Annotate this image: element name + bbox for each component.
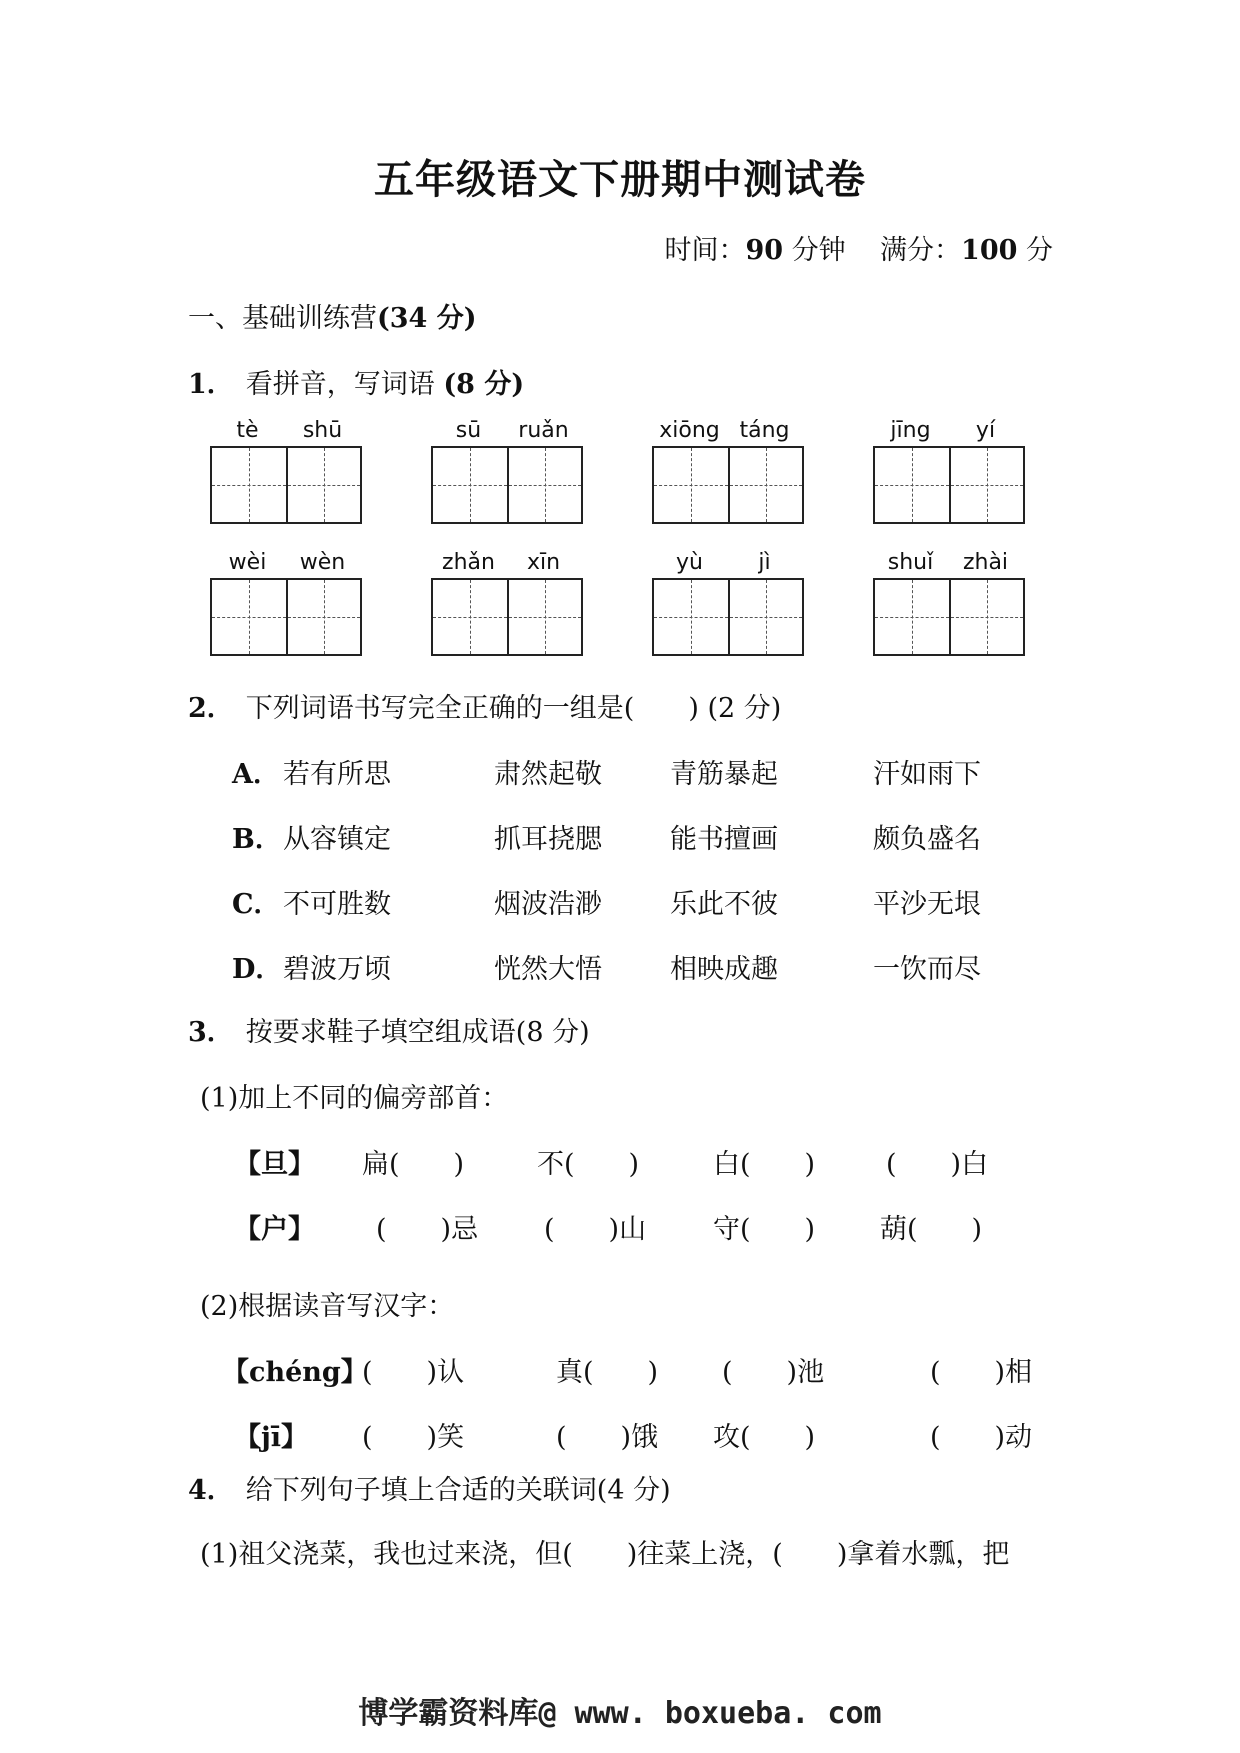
pinyin-syllable: yù [676, 550, 703, 575]
section-score: (34 分) [377, 303, 477, 334]
exam-meta [665, 228, 1053, 267]
option-label[interactable] [232, 817, 282, 856]
pinyin-syllable: shū [302, 418, 343, 443]
q4-sentence-1: (1)祖父浇菜，我也过来浇，但( )往菜上浇，( )拿着水瓢，把 [200, 1539, 1010, 1570]
fill-blank-item[interactable]: ( )笑 [362, 1422, 465, 1453]
fill-blank-item[interactable]: 扁( ) [362, 1149, 465, 1180]
tianzige-boxes [873, 446, 1025, 524]
pinyin-syllable: tè [236, 418, 259, 443]
pinyin-syllable: zhǎn [442, 550, 495, 575]
option-letter: C． [232, 889, 281, 920]
question-number: 3． [188, 1017, 234, 1048]
option-word: 相映成趣 [670, 954, 778, 985]
question-text: 按要求鞋子填空组成语(8 分) [245, 1017, 590, 1048]
tianzige-cell[interactable] [949, 448, 1023, 522]
score-unit: 分 [1026, 235, 1053, 266]
pinyin-syllable: wèn [299, 550, 346, 575]
section-heading [188, 296, 477, 335]
option-word: 抓耳挠腮 [494, 824, 602, 855]
option-word: 颇负盛名 [873, 824, 981, 855]
tianzige-cell[interactable] [507, 448, 581, 522]
option-word: 平沙无垠 [873, 889, 981, 920]
tianzige-cell[interactable] [728, 448, 802, 522]
option-word: 肃然起敬 [494, 759, 602, 790]
tianzige-boxes [652, 446, 804, 524]
pinyin-syllable: zhài [962, 550, 1009, 575]
fill-blank-item[interactable]: 真( ) [556, 1357, 659, 1388]
time-value: 90 [745, 235, 784, 266]
question-3 [188, 1010, 590, 1049]
option-word: 碧波万顷 [283, 954, 391, 985]
pinyin-syllable: sū [455, 418, 482, 443]
option-letter: B． [232, 824, 282, 855]
fill-blank-item[interactable]: ( )白 [886, 1149, 989, 1180]
question-text: 下列词语书写完全正确的一组是( ) (2 分) [245, 693, 782, 724]
option-label[interactable] [232, 752, 280, 791]
tianzige-boxes [652, 578, 804, 656]
tianzige-cell[interactable] [654, 580, 728, 654]
pinyin-syllable: yí [975, 418, 996, 443]
tianzige-cell[interactable] [286, 448, 360, 522]
fill-blank-item[interactable]: ( )饿 [556, 1422, 659, 1453]
pinyin-syllable: ruǎn [518, 418, 569, 443]
fill-blank-item[interactable]: ( )池 [722, 1357, 825, 1388]
pinyin-syllable: xīn [526, 550, 561, 575]
fill-blank-item[interactable]: 白( ) [713, 1149, 816, 1180]
tianzige-cell[interactable] [212, 580, 286, 654]
question-2 [188, 686, 781, 725]
option-word: 青筋暴起 [670, 759, 778, 790]
tianzige-cell[interactable] [728, 580, 802, 654]
tianzige-boxes [210, 446, 362, 524]
question-number: 1． [188, 369, 234, 400]
fill-row-tag: 【旦】 [234, 1149, 315, 1180]
pinyin-syllable: shuǐ [887, 550, 934, 575]
option-word: 不可胜数 [283, 889, 391, 920]
tianzige-boxes [210, 578, 362, 656]
question-text: 给下列句子填上合适的关联词(4 分) [245, 1475, 671, 1506]
fill-blank-item[interactable]: 攻( ) [713, 1422, 816, 1453]
question-text: 看拼音，写词语 [245, 369, 435, 400]
option-letter: D． [232, 954, 283, 985]
question-number: 2． [188, 693, 234, 724]
option-letter: A． [232, 759, 280, 790]
option-word: 恍然大悟 [494, 954, 602, 985]
question-1 [188, 362, 524, 401]
question-4 [188, 1468, 671, 1507]
tianzige-cell[interactable] [949, 580, 1023, 654]
time-unit: 分钟 [791, 235, 846, 266]
q3-subheading-2: (2)根据读音写汉字： [200, 1291, 455, 1322]
tianzige-cell[interactable] [433, 448, 507, 522]
pinyin-syllable: jì [758, 550, 771, 575]
fill-blank-item[interactable]: ( )忌 [376, 1214, 479, 1245]
option-word: 乐此不彼 [670, 889, 778, 920]
tianzige-cell[interactable] [875, 448, 949, 522]
question-number: 4． [188, 1475, 234, 1506]
page-title: 五年级语文下册期中测试卷 [374, 157, 866, 203]
score-label: 满分： [880, 235, 962, 266]
section-label: 一、基础训练营 [188, 303, 377, 334]
fill-blank-item[interactable]: ( )动 [930, 1422, 1033, 1453]
option-word: 汗如雨下 [873, 759, 981, 790]
tianzige-cell[interactable] [654, 448, 728, 522]
fill-row-tag: 【jī】 [234, 1422, 309, 1453]
tianzige-cell[interactable] [212, 448, 286, 522]
score-value: 100 [961, 235, 1018, 266]
fill-blank-item[interactable]: ( )认 [362, 1357, 465, 1388]
tianzige-cell[interactable] [875, 580, 949, 654]
fill-blank-item[interactable]: 不( ) [537, 1149, 640, 1180]
option-word: 能书擅画 [670, 824, 778, 855]
q3-subheading-1: (1)加上不同的偏旁部首： [200, 1083, 509, 1114]
pinyin-syllable: wèi [228, 550, 267, 575]
time-label: 时间： [664, 235, 746, 266]
tianzige-boxes [873, 578, 1025, 656]
tianzige-cell[interactable] [507, 580, 581, 654]
watermark: 博学霸资料库@ www. boxueba. com [358, 1696, 882, 1731]
pinyin-syllable: táng [739, 418, 790, 443]
fill-row-tag: 【户】 [234, 1214, 315, 1245]
option-word: 烟波浩渺 [494, 889, 602, 920]
option-label[interactable] [232, 882, 281, 921]
pinyin-syllable: xiōng [659, 418, 720, 443]
option-label[interactable] [232, 947, 282, 986]
option-word: 若有所思 [283, 759, 391, 790]
option-word: 一饮而尽 [873, 954, 981, 985]
option-word: 从容镇定 [283, 824, 391, 855]
fill-blank-item[interactable]: ( )山 [544, 1214, 647, 1245]
fill-row-tag: 【chéng】 [222, 1357, 368, 1388]
fill-blank-item[interactable]: 守( ) [713, 1214, 816, 1245]
pinyin-syllable: jīng [890, 418, 931, 443]
fill-blank-item[interactable]: ( )相 [930, 1357, 1033, 1388]
tianzige-boxes [431, 578, 583, 656]
tianzige-cell[interactable] [286, 580, 360, 654]
tianzige-boxes [431, 446, 583, 524]
tianzige-cell[interactable] [433, 580, 507, 654]
question-score: (8 分) [443, 369, 525, 400]
fill-blank-item[interactable]: 葫( ) [880, 1214, 983, 1245]
